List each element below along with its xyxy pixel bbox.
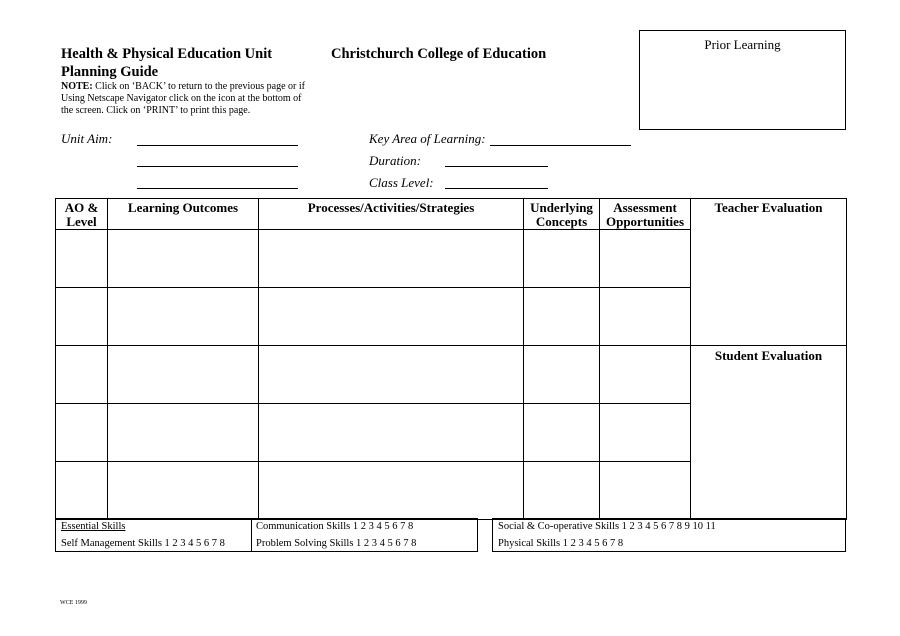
note-line1: Click on ‘BACK’ to return to the previous page or if bbox=[92, 81, 305, 92]
communication-skills: Communication Skills 1 2 3 4 5 6 7 8 bbox=[256, 521, 414, 532]
table-cell[interactable] bbox=[56, 462, 108, 520]
table-cell[interactable] bbox=[259, 404, 524, 462]
problem-solving-skills: Problem Solving Skills 1 2 3 4 5 6 7 8 bbox=[256, 538, 417, 549]
footer-code: WCE 1999 bbox=[60, 600, 87, 606]
teacher-evaluation-cell[interactable]: Teacher Evaluation bbox=[691, 199, 847, 346]
col-header-learning-outcomes: Learning Outcomes bbox=[108, 199, 259, 230]
col-header-underlying-line1: Underlying bbox=[530, 200, 593, 215]
table-cell[interactable] bbox=[259, 462, 524, 520]
planning-table bbox=[55, 198, 847, 520]
table-cell[interactable] bbox=[524, 288, 600, 346]
note-line2: Using Netscape Navigator click on the icon at the bottom of bbox=[61, 93, 302, 104]
table-cell[interactable] bbox=[108, 404, 259, 462]
table-cell[interactable] bbox=[108, 346, 259, 404]
col-header-underlying-line2: Concepts bbox=[535, 214, 588, 229]
table-cell[interactable] bbox=[108, 230, 259, 288]
table-cell[interactable] bbox=[259, 346, 524, 404]
unit-aim-line-1[interactable] bbox=[137, 145, 298, 146]
skills-box-left bbox=[55, 518, 478, 552]
essential-skills-label: Essential Skills bbox=[61, 521, 126, 532]
social-cooperative-skills: Social & Co-operative Skills 1 2 3 4 5 6 7 8 9 10 11 bbox=[498, 521, 716, 532]
class-level-line[interactable] bbox=[445, 188, 548, 189]
table-cell[interactable] bbox=[56, 288, 108, 346]
prior-learning-label: Prior Learning bbox=[704, 37, 781, 52]
col-header-underlying-concepts bbox=[524, 199, 600, 230]
col-header-assessment-line2: Opportunities bbox=[605, 214, 684, 229]
table-cell[interactable] bbox=[259, 288, 524, 346]
table-cell[interactable] bbox=[259, 230, 524, 288]
col-header-assessment-line1: Assessment bbox=[613, 200, 677, 215]
table-cell[interactable] bbox=[600, 462, 691, 520]
duration-label: Duration: bbox=[369, 153, 421, 168]
key-area-line[interactable] bbox=[490, 145, 631, 146]
table-header-row bbox=[56, 199, 847, 230]
table-cell[interactable] bbox=[108, 288, 259, 346]
table-row bbox=[56, 346, 847, 404]
unit-title-line2: Planning Guide bbox=[61, 64, 159, 80]
unit-aim-line-2[interactable] bbox=[137, 166, 298, 167]
unit-title-line1: Health & Physical Education Unit bbox=[61, 46, 273, 62]
table-cell[interactable] bbox=[524, 230, 600, 288]
note-line3: the screen. Click on ‘PRINT’ to print this page. bbox=[61, 105, 251, 116]
unit-aim-line-3[interactable] bbox=[137, 188, 298, 189]
table-cell[interactable] bbox=[56, 346, 108, 404]
self-management-skills: Self Management Skills 1 2 3 4 5 6 7 8 bbox=[61, 538, 225, 549]
col-header-assessment bbox=[600, 199, 691, 230]
table-cell[interactable] bbox=[524, 346, 600, 404]
college-name: Christchurch College of Education bbox=[331, 46, 547, 62]
table-cell[interactable] bbox=[600, 230, 691, 288]
student-evaluation-cell[interactable]: Student Evaluation bbox=[691, 346, 847, 520]
unit-aim-label: Unit Aim: bbox=[61, 131, 113, 146]
table-cell[interactable] bbox=[524, 462, 600, 520]
physical-skills: Physical Skills 1 2 3 4 5 6 7 8 bbox=[498, 538, 624, 549]
table-cell[interactable] bbox=[56, 230, 108, 288]
table-cell[interactable] bbox=[524, 404, 600, 462]
skills-subbox-essential bbox=[56, 519, 252, 551]
note-label: NOTE: bbox=[61, 81, 93, 92]
prior-learning-box[interactable] bbox=[639, 30, 846, 130]
table-cell[interactable] bbox=[600, 346, 691, 404]
col-header-processes: Processes/Activities/Strategies bbox=[259, 199, 524, 230]
table-cell[interactable] bbox=[600, 288, 691, 346]
skills-subbox-communication bbox=[251, 519, 477, 551]
skills-box-right bbox=[492, 518, 846, 552]
table-cell[interactable] bbox=[108, 462, 259, 520]
note-block bbox=[61, 81, 331, 117]
col-header-ao-level bbox=[56, 199, 108, 230]
duration-line[interactable] bbox=[445, 166, 548, 167]
table-cell[interactable] bbox=[600, 404, 691, 462]
table-cell[interactable] bbox=[56, 404, 108, 462]
col-header-ao-level-line2: Level bbox=[66, 214, 97, 229]
col-header-ao-level-line1: AO & bbox=[64, 200, 99, 215]
key-area-label: Key Area of Learning: bbox=[369, 131, 486, 146]
class-level-label: Class Level: bbox=[369, 175, 434, 190]
